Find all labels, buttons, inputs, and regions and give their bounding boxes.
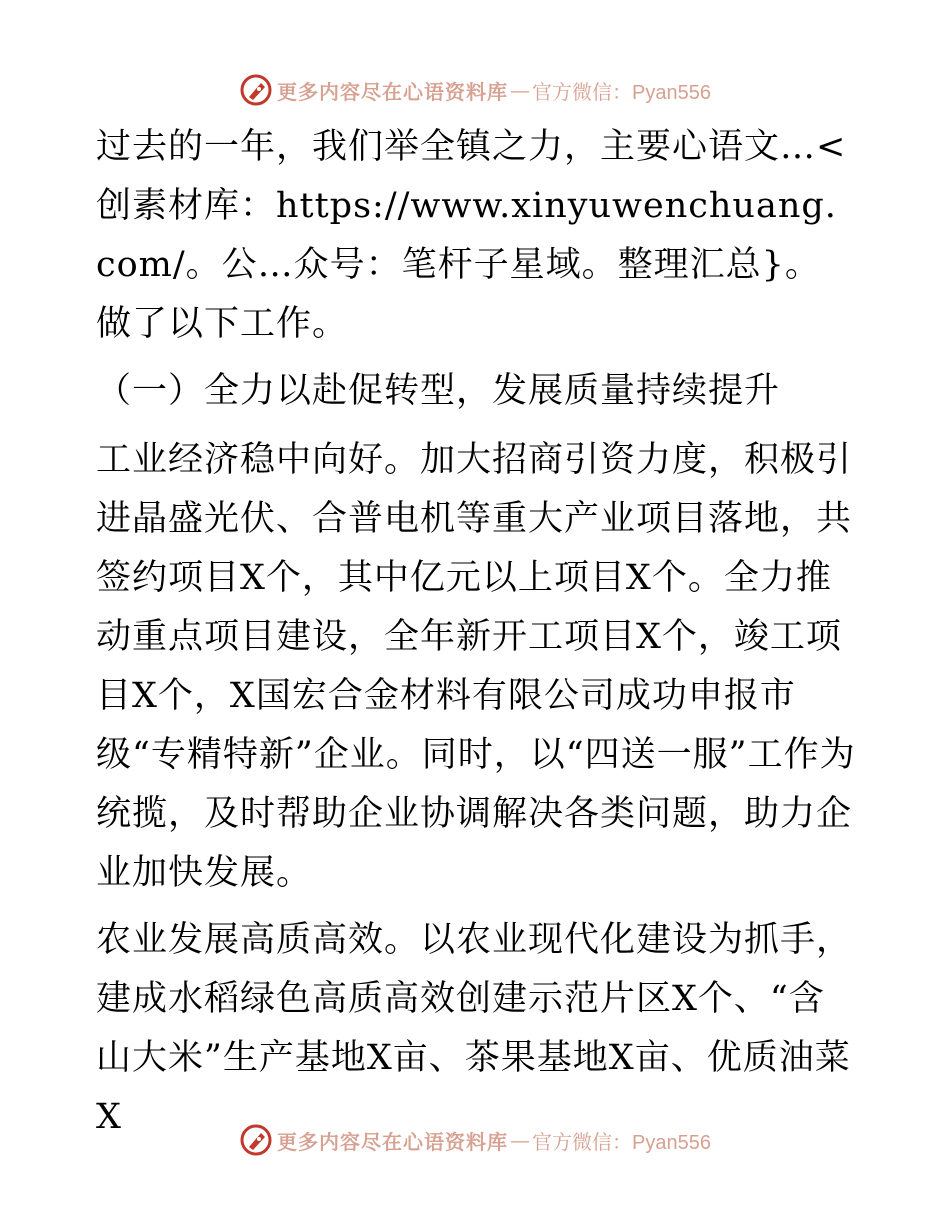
banner-title: 更多内容尽在心语资料库 bbox=[277, 79, 509, 104]
banner-contact: 官方微信：Pyan556 bbox=[532, 81, 711, 104]
banner-contact: 官方微信：Pyan556 bbox=[532, 1131, 711, 1154]
footer-watermark-banner bbox=[0, 1120, 950, 1160]
header-watermark-banner bbox=[0, 70, 950, 110]
banner-separator: — bbox=[510, 1128, 531, 1152]
paragraph-industry: 工业经济稳中向好。加大招商引资力度，积极引进晶盛光伏、合普电机等重大产业项目落地，共签约项目X个，其中亿元以上项目X个。全力推动重点项目建设，全年新开工项目X个，竣工项目X个，X国宏合金材料有限公司成功申报市级“专精特新”企业。同时，以“四送一服”工作为统揽，及时帮助企业协调解决各类问题，助力企业加快发展。 bbox=[96, 440, 856, 893]
banner-title: 更多内容尽在心语资料库 bbox=[277, 1129, 509, 1154]
paragraph-intro: 过去的一年，我们举全镇之力，主要心语文…<创素材库：https://www.xinyuwenchuang.com/。公…众号：笔杆子星域。整理汇总}。做了以下工作。 bbox=[96, 127, 847, 344]
document-body bbox=[96, 118, 856, 1155]
pen-nib-logo-icon bbox=[239, 73, 273, 107]
section-heading: （一）全力以赴促转型，发展质量持续提升 bbox=[96, 371, 781, 411]
pen-nib-logo-icon bbox=[239, 1123, 273, 1157]
paragraph-agriculture: 农业发展高质高效。以农业现代化建设为抓手，建成水稻绿色高质高效创建示范片区X个、“含山大米”生产基地X亩、茶果基地X亩、优质油菜X bbox=[96, 920, 853, 1137]
banner-separator: — bbox=[510, 78, 531, 102]
